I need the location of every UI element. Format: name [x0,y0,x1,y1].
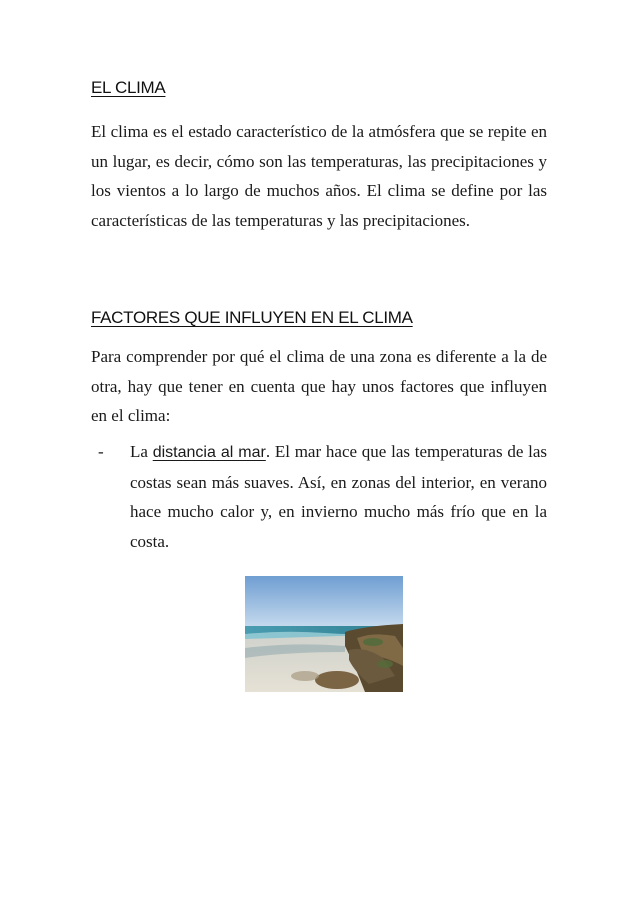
section-heading-factores: FACTORES QUE INFLUYEN EN EL CLIMA [91,308,413,327]
list-item-emphasis: distancia al mar [152,444,266,461]
factores-list [98,437,547,556]
beach-photo-image [245,576,403,692]
paragraph-definition: El clima es el estado característico de la atmósfera que se repite en un lugar, es decir, cómo son las temperaturas, las precipitaciones y los vientos a lo largo de muchos años. El clima se define por las características de las temperaturas y las precipitaciones. [91,122,547,230]
list-item-lead: La [130,442,148,461]
list-item-text: . El mar hace que las temperaturas de las costas sean más suaves. Así, en zonas del interior, en verano hace mucho calor y, en invierno mucho más frío que en la costa. [130,442,548,551]
beach-photo [245,576,403,692]
list-marker: - [98,442,104,461]
paragraph-factores-intro: Para comprender por qué el clima de una zona es diferente a la de otra, hay que tener en cuenta que hay unos factores que influyen en el clima: [91,347,547,425]
section-heading-el-clima: EL CLIMA [91,78,166,97]
list-item [98,437,547,556]
